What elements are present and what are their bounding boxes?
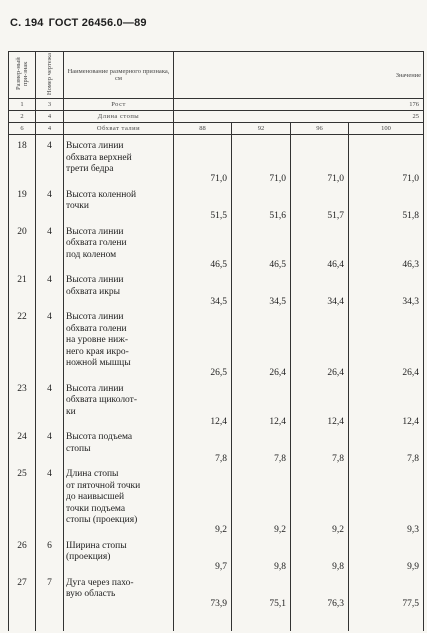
feature-name-line: обхвата верхней — [66, 152, 132, 163]
table-row — [9, 574, 424, 611]
feature-name-line: ки — [66, 406, 76, 417]
feature-value: 46,5 — [232, 223, 291, 272]
feature-name-line: (проекция) — [66, 552, 111, 562]
filler-cell — [64, 611, 174, 631]
feature-value: 51,7 — [291, 186, 349, 223]
size-number: 21 — [9, 271, 36, 308]
feature-value: 9,9 — [349, 537, 424, 574]
size-table — [8, 51, 424, 631]
feature-value: 9,2 — [291, 465, 349, 537]
feature-name: Рост — [64, 99, 174, 111]
size-number: 18 — [9, 137, 36, 186]
feature-value: 7,8 — [291, 428, 349, 465]
table-row — [9, 271, 424, 308]
feature-name-line: Высота линии — [66, 141, 124, 151]
filler-cell — [36, 611, 64, 631]
feature-value: 71,0 — [291, 137, 349, 186]
filler-cell — [232, 611, 291, 631]
size-number: 1 — [9, 99, 36, 111]
feature-name-line: Высота подъема — [66, 432, 133, 442]
standard-code: ГОСТ 26456.0—89 — [48, 17, 147, 29]
feature-value: 51,8 — [349, 186, 424, 223]
feature-name-line: Ширина стопы — [66, 540, 127, 551]
feature-value: 7,8 — [349, 428, 424, 465]
feature-name — [64, 223, 174, 272]
size-number: 23 — [9, 380, 36, 429]
feature-name-line: Высота линии — [66, 312, 124, 322]
feature-value: 26,4 — [291, 308, 349, 380]
table-row — [9, 380, 424, 429]
table-row — [9, 223, 424, 272]
feature-value: 9,8 — [291, 537, 349, 574]
fixed-row — [9, 111, 424, 123]
feature-name-line: ножной мышцы — [66, 358, 131, 368]
filler-cell — [9, 611, 36, 631]
drawing-number: 4 — [36, 465, 64, 537]
feature-name-line: Высота линии — [66, 383, 124, 394]
feature-value: 26,4 — [349, 308, 424, 380]
feature-value: 73,9 — [174, 574, 232, 611]
feature-name-line: Высота линии — [66, 226, 124, 237]
feature-value: 34,5 — [174, 271, 232, 308]
feature-value: 12,4 — [174, 380, 232, 429]
feature-name: Обхват талии — [64, 123, 174, 135]
waist-value: 100 — [349, 123, 424, 135]
drawing-number: 7 — [36, 574, 64, 611]
feature-value: 12,4 — [349, 380, 424, 429]
feature-value: 46,3 — [349, 223, 424, 272]
feature-name — [64, 380, 174, 429]
table-row — [9, 137, 424, 186]
feature-name-line: на уровне ниж- — [66, 335, 128, 345]
waist-value: 92 — [232, 123, 291, 135]
header-value: Значение — [174, 52, 424, 99]
feature-name — [64, 537, 174, 574]
feature-value: 176 — [174, 99, 424, 111]
feature-value: 71,0 — [349, 137, 424, 186]
feature-value: 51,6 — [232, 186, 291, 223]
filler-row — [9, 611, 424, 631]
feature-name-line: Длина стопы — [66, 469, 119, 479]
feature-value: 34,4 — [291, 271, 349, 308]
feature-value: 9,8 — [232, 537, 291, 574]
feature-value: 34,3 — [349, 271, 424, 308]
feature-name-line: обхвата голени — [66, 238, 127, 248]
drawing-number: 4 — [36, 111, 64, 123]
feature-value: 76,3 — [291, 574, 349, 611]
drawing-number: 4 — [36, 308, 64, 380]
feature-value: 9,2 — [174, 465, 232, 537]
feature-name — [64, 465, 174, 537]
feature-value: 9,3 — [349, 465, 424, 537]
feature-name-line: Высота коленной — [66, 189, 137, 200]
feature-name — [64, 137, 174, 186]
header-size-no: Размер-ный при-знак — [9, 52, 36, 99]
drawing-number: 4 — [36, 271, 64, 308]
feature-value: 26,5 — [174, 308, 232, 380]
drawing-number: 4 — [36, 123, 64, 135]
feature-value: 46,4 — [291, 223, 349, 272]
size-number: 22 — [9, 308, 36, 380]
header-drawing-no: Номер чертежа — [36, 52, 64, 99]
feature-value: 71,0 — [232, 137, 291, 186]
table-row — [9, 186, 424, 223]
feature-name-line: обхвата икры — [66, 286, 120, 297]
header-name: Наименование размерного признака, см — [64, 52, 174, 99]
feature-value: 75,1 — [232, 574, 291, 611]
feature-value: 12,4 — [291, 380, 349, 429]
table-row — [9, 465, 424, 537]
table-row — [9, 308, 424, 380]
feature-name-line: под коленом — [66, 249, 117, 260]
feature-value: 71,0 — [174, 137, 232, 186]
column-header-row — [9, 52, 424, 99]
feature-name — [64, 271, 174, 308]
size-number: 27 — [9, 574, 36, 611]
size-number: 19 — [9, 186, 36, 223]
feature-name-line: от пяточной точки — [66, 480, 141, 491]
drawing-number: 6 — [36, 537, 64, 574]
feature-name: Длина стопы — [64, 111, 174, 123]
feature-value: 26,4 — [232, 308, 291, 380]
table-row — [9, 537, 424, 574]
feature-value: 12,4 — [232, 380, 291, 429]
filler-cell — [174, 611, 232, 631]
feature-name-line: Высота линии — [66, 275, 124, 285]
feature-name-line: точки подъема — [66, 503, 126, 514]
feature-value: 77,5 — [349, 574, 424, 611]
feature-value: 9,7 — [174, 537, 232, 574]
feature-name — [64, 428, 174, 465]
feature-name-line: стопы (проекция) — [66, 515, 138, 525]
feature-name-line: обхвата голени — [66, 323, 127, 334]
feature-name-line: стопы — [66, 443, 91, 454]
feature-name-line: Дуга через пахо- — [66, 577, 134, 588]
page-header — [10, 17, 152, 29]
fixed-row — [9, 99, 424, 111]
feature-name — [64, 186, 174, 223]
drawing-number: 4 — [36, 380, 64, 429]
feature-value: 7,8 — [232, 428, 291, 465]
drawing-number: 4 — [36, 223, 64, 272]
size-number: 20 — [9, 223, 36, 272]
waist-value: 88 — [174, 123, 232, 135]
feature-value: 9,2 — [232, 465, 291, 537]
feature-value: 25 — [174, 111, 424, 123]
size-number: 24 — [9, 428, 36, 465]
waist-row — [9, 123, 424, 135]
size-number: 6 — [9, 123, 36, 135]
drawing-number: 4 — [36, 428, 64, 465]
feature-name-line: до наивысшей — [66, 492, 125, 502]
page-number: С. 194 — [10, 17, 44, 29]
feature-name — [64, 574, 174, 611]
size-number: 26 — [9, 537, 36, 574]
drawing-number: 4 — [36, 137, 64, 186]
filler-cell — [291, 611, 349, 631]
filler-cell — [349, 611, 424, 631]
feature-name-line: точки — [66, 201, 90, 211]
feature-value: 51,5 — [174, 186, 232, 223]
feature-value: 7,8 — [174, 428, 232, 465]
feature-value: 46,5 — [174, 223, 232, 272]
feature-name-line: вую область — [66, 589, 116, 599]
drawing-number: 4 — [36, 186, 64, 223]
size-number: 2 — [9, 111, 36, 123]
waist-value: 96 — [291, 123, 349, 135]
feature-name-line: трети бедра — [66, 164, 114, 174]
feature-value: 34,5 — [232, 271, 291, 308]
feature-name-line: обхвата щиколот- — [66, 395, 137, 405]
table-row — [9, 428, 424, 465]
feature-name — [64, 308, 174, 380]
feature-name-line: него края икро- — [66, 346, 129, 357]
size-number: 25 — [9, 465, 36, 537]
drawing-number: 3 — [36, 99, 64, 111]
